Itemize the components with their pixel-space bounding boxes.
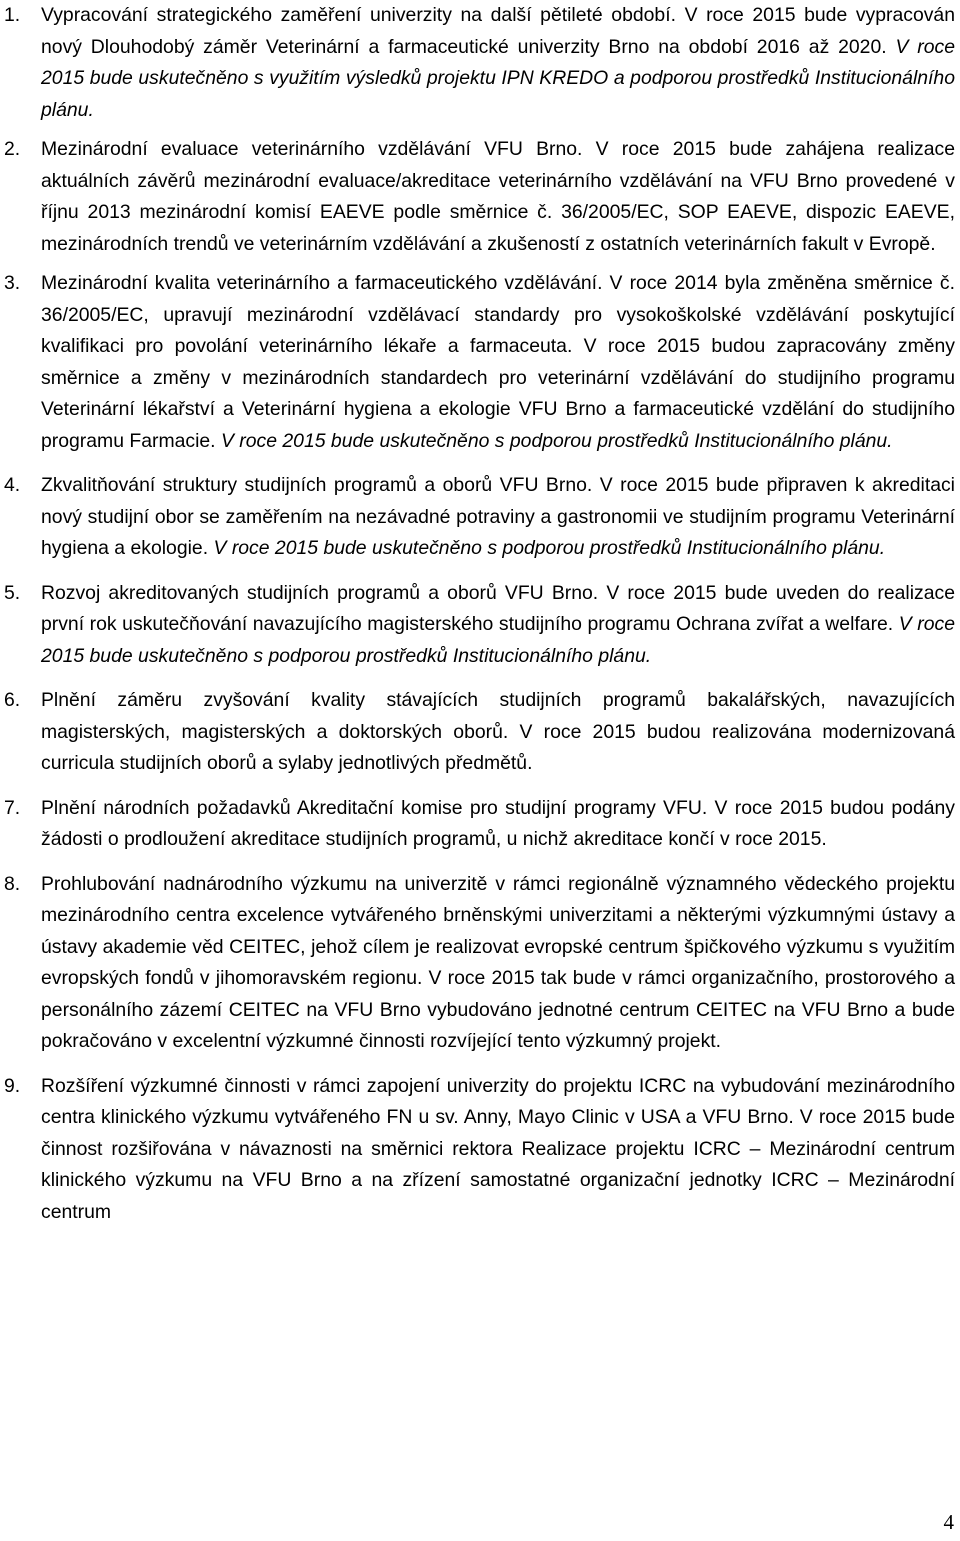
list-item-8 [0,869,960,1058]
item-italic-note: V roce 2015 bude uskutečněno s podporou prostředků Institucionálního plánu. [220,429,893,452]
list-item-number: 3. [4,272,21,294]
list-item-number: 6. [4,689,21,711]
item-text: Zkvalitňování struktury studijních programů a oborů VFU Brno. V roce 2015 bude připraven k akreditaci nový studijní obor se zaměřením na nezávadné potraviny a gastronomii ve studijním programu Veterinární hygiena a ekologie. [41,474,955,559]
list-item-7 [0,793,960,856]
item-italic-note: V roce 2015 bude uskutečněno s podporou prostředků Institucionálního plánu. [41,613,956,667]
item-text: Rozvoj akreditovaných studijních programů a oborů VFU Brno. V roce 2015 bude uveden do realizace první rok uskutečňování navazujícího magisterského studijního programu Ochrana zvířat a welfare. [41,581,955,635]
item-text: Plnění národních požadavků Akreditační komise pro studijní programy VFU. V roce 2015 budou podány žádosti o prodloužení akreditace studijních programů, u nichž akreditace končí v roce 2015. [41,796,955,850]
list-item-number: 7. [4,796,21,819]
item-italic-note: V roce 2015 bude uskutečněno s podporou prostředků Institucionálního plánu. [213,537,886,559]
list-item-number: 5. [4,581,21,604]
list-item-text [41,134,955,260]
list-item-number: 1. [4,4,21,26]
list-item-9 [0,1071,960,1229]
list-item-number: 8. [4,872,21,895]
list-item-1 [0,0,960,126]
item-text: Rozšíření výzkumné činnosti v rámci zapojení univerzity do projektu ICRC na vybudování mezinárodního centra klinického výzkumu vytvářeného FN u sv. Anny, Mayo Clinic v USA a VFU Brno. V roce 2015 bude činnost rozšiřována v návaznosti na směrnici rektora Realizace projektu ICRC – Mezinárodní centrum klinického výzkumu na VFU Brno a na zřízení samostatné organizační jednotky ICRC – Mezinárodní centrum [41,1074,955,1223]
list-item-4 [0,470,960,565]
list-item-number: 4. [4,474,21,496]
list-item-3 [0,268,960,457]
list-item-2 [0,134,960,260]
item-text: Mezinárodní kvalita veterinárního a farmaceutického vzdělávání. V roce 2014 byla změněna směrnice č. 36/2005/EC, upravují mezinárodní vzdělávací standardy pro vysokoškolské vzdělávání poskytující kvalifikaci pro povolání veterinárního lékaře a farmaceuta. V roce 2015 budou zapracovány změny směrnice a změny v mezinárodních standardech pro veterinární vzdělávání do studijního programu Veterinární lékařství a Veterinární hygiena a ekologie VFU Brno a farmaceutické vzdělání do studijního programu Farmacie. [41,272,955,452]
list-item-text [41,685,955,780]
list-item-text [41,578,955,673]
list-item-text [41,1071,955,1229]
list-item-number: 2. [4,138,21,160]
item-text: Mezinárodní evaluace veterinárního vzdělávání VFU Brno. V roce 2015 bude zahájena realizace aktuálních závěrů mezinárodní evaluace/akreditace veterinárního vzdělávání na VFU Brno provedené v říjnu 2013 mezinárodní komisí EAEVE podle směrnice č. 36/2005/EC, SOP EAEVE, dispozic EAEVE, mezinárodních trendů ve veterinárním vzdělávání a zkušeností z ostatních veterinárních fakult v Evropě. [41,138,955,255]
list-item-text [41,869,955,1058]
list-item-number: 9. [4,1074,21,1097]
list-item-text [41,0,955,126]
item-italic-note: V roce 2015 bude uskutečněno s využitím výsledků projektu IPN KREDO a podporou prostředků Institucionálního plánu. [41,35,956,121]
item-text: Vypracování strategického zaměření univerzity na další pětileté období. V roce 2015 bude vypracován nový Dlouhodobý záměr Veterinární a farmaceutické univerzity Brno na období 2016 až 2020. [41,4,955,58]
list-item-5 [0,578,960,673]
page-number: 4 [943,1510,954,1534]
list-item-text [41,470,955,565]
list-item-6 [0,685,960,780]
list-item-text [41,793,955,856]
item-text: Prohlubování nadnárodního výzkumu na univerzitě v rámci regionálně významného vědeckého projektu mezinárodního centra excelence vytvářeného brněnskými univerzitami a některými výzkumnými ústavy a ústavy akademie věd CEITEC, jehož cílem je realizovat evropské centrum špičkového výzkumu s využitím evropských fondů v jihomoravském regionu. V roce 2015 tak bude v rámci organizačního, prostorového a personálního zázemí CEITEC na VFU Brno vybudováno jednotné centrum CEITEC na VFU Brno a bude pokračováno v excelentní výzkumné činnosti rozvíjející tento výzkumný projekt. [41,872,955,1052]
list-item-text [41,268,955,457]
item-text: Plnění záměru zvyšování kvality stávajících studijních programů bakalářských, navazujících magisterských, magisterských a doktorských oborů. V roce 2015 budou realizována modernizovaná curricula studijních oborů a sylaby jednotlivých předmětů. [41,689,955,774]
